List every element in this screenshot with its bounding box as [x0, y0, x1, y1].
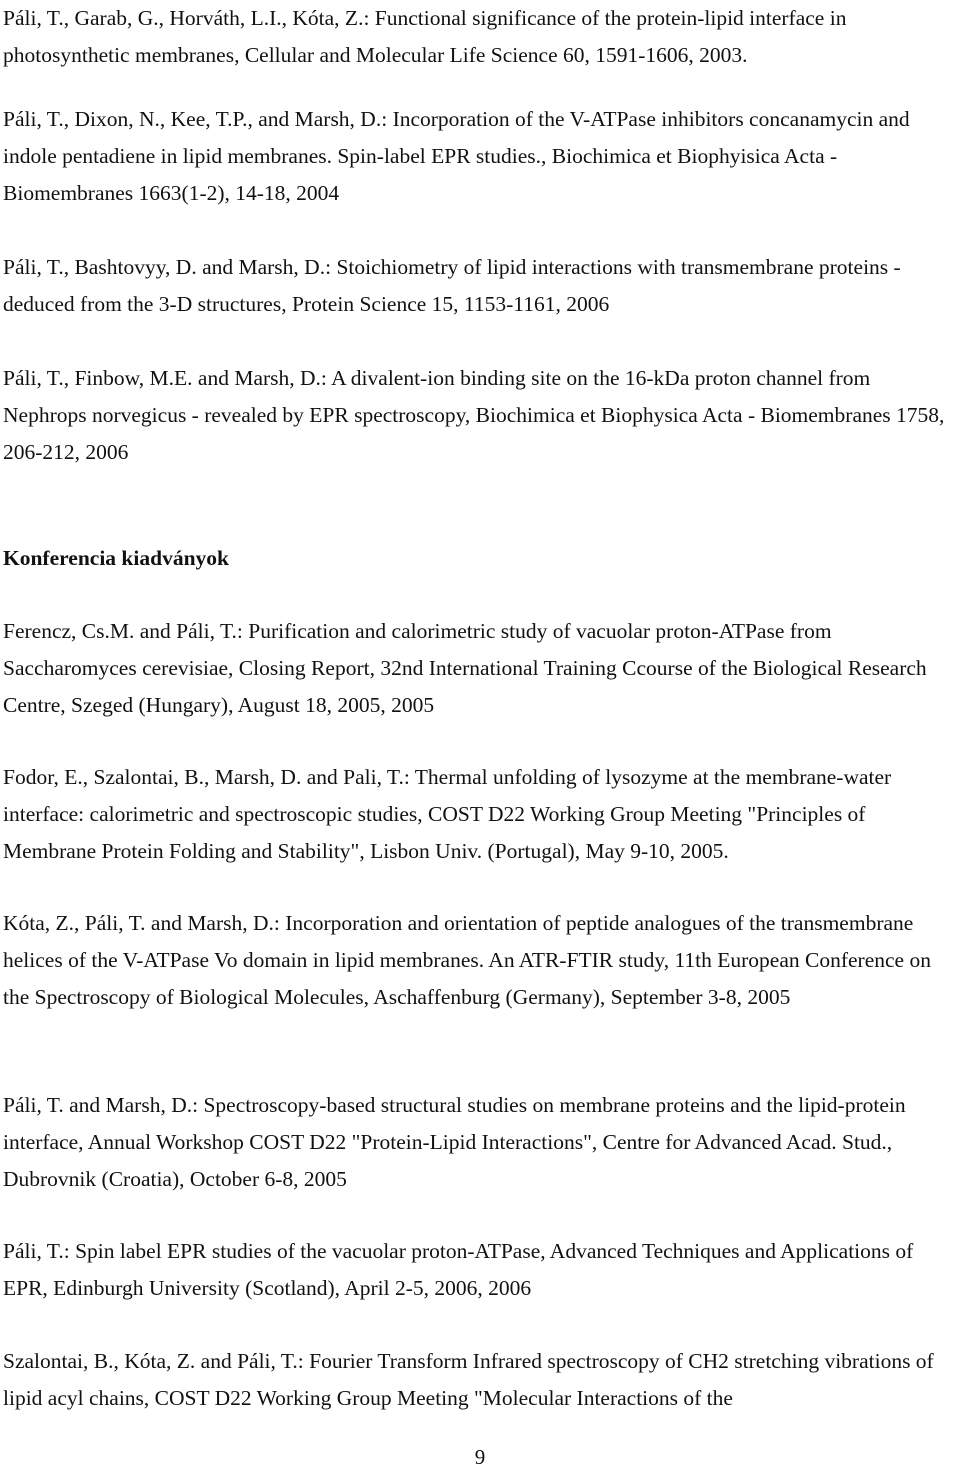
reference-entry — [3, 1343, 957, 1417]
reference-details: : Spectroscopy-based structural studies on membrane proteins and the lipid-protein interface, Annual Workshop COST D22 "Protein-Lipid Interactions", Centre for Advanced Acad. Stud., Dubrovnik (Croatia), October 6-8, 2005 — [3, 1093, 906, 1191]
reference-details: : Incorporation of the V-ATPase inhibitors concanamycin and indole pentadiene in lipid membranes. Spin-label EPR studies., Biochimica et Biophyisica Acta - Biomembranes 1663(1-2), 14-18, 2004 — [3, 107, 910, 205]
reference-entry — [3, 101, 957, 212]
reference-entry — [3, 759, 957, 870]
reference-entry — [3, 249, 957, 323]
reference-authors: Páli, T. and Marsh, D. — [3, 1093, 193, 1117]
reference-authors: Ferencz, Cs.M. and Páli, T. — [3, 619, 237, 643]
reference-entry — [3, 1087, 957, 1198]
reference-details: : Fourier Transform Infrared spectroscopy of CH2 stretching vibrations of lipid acyl chains, COST D22 Working Group Meeting "Molecular Interactions of the — [3, 1349, 934, 1410]
reference-entry — [3, 0, 957, 74]
reference-details: : Stoichiometry of lipid interactions with transmembrane proteins - deduced from the 3-D structures, Protein Science 15, 1153-1161, 2006 — [3, 255, 901, 316]
reference-authors: Szalontai, B., Kóta, Z. and Páli, T. — [3, 1349, 298, 1373]
reference-authors: Páli, T., Dixon, N., Kee, T.P., and Marsh, D. — [3, 107, 382, 131]
reference-details: : Thermal unfolding of lysozyme at the membrane-water interface: calorimetric and spectroscopic studies, COST D22 Working Group Meeting "Principles of Membrane Protein Folding and Stability", Lisbon Univ. (Portugal), May 9-10, 2005. — [3, 765, 892, 863]
reference-details: : Incorporation and orientation of peptide analogues of the transmembrane helices of the V-ATPase Vo domain in lipid membranes. An ATR-FTIR study, 11th European Conference on the Spectroscopy of Biological Molecules, Aschaffenburg (Germany), September 3-8, 2005 — [3, 911, 931, 1009]
reference-entry — [3, 360, 957, 471]
reference-authors: Páli, T., Bashtovyy, D. and Marsh, D. — [3, 255, 326, 279]
reference-authors: Páli, T., Finbow, M.E. and Marsh, D. — [3, 366, 321, 390]
reference-authors: Fodor, E., Szalontai, B., Marsh, D. and Pali, T. — [3, 765, 404, 789]
reference-authors: Páli, T., Garab, G., Horváth, L.I., Kóta, Z. — [3, 6, 364, 30]
reference-details: : Spin label EPR studies of the vacuolar proton-ATPase, Advanced Techniques and Applications of EPR, Edinburgh University (Scotland), April 2-5, 2006, 2006 — [3, 1239, 914, 1300]
section-heading: Konferencia kiadványok — [3, 546, 229, 570]
reference-entry — [3, 1233, 957, 1307]
reference-entry — [3, 905, 957, 1016]
reference-details: : Functional significance of the protein-lipid interface in photosynthetic membranes, Cellular and Molecular Life Science 60, 1591-1606, 2003. — [3, 6, 847, 67]
page-number: 9 — [474, 1445, 486, 1469]
reference-entry — [3, 613, 957, 724]
reference-details: : Purification and calorimetric study of vacuolar proton-ATPase from Saccharomyces cerevisiae, Closing Report, 32nd International Training Ccourse of the Biological Research Centre, Szeged (Hungary), August 18, 2005, 2005 — [3, 619, 927, 717]
reference-authors: Páli, T. — [3, 1239, 64, 1263]
reference-authors: Kóta, Z., Páli, T. and Marsh, D. — [3, 911, 274, 935]
reference-details: : A divalent-ion binding site on the 16-kDa proton channel from Nephrops norvegicus - revealed by EPR spectroscopy, Biochimica et Biophysica Acta - Biomembranes 1758, 206-212, 2006 — [3, 366, 945, 464]
